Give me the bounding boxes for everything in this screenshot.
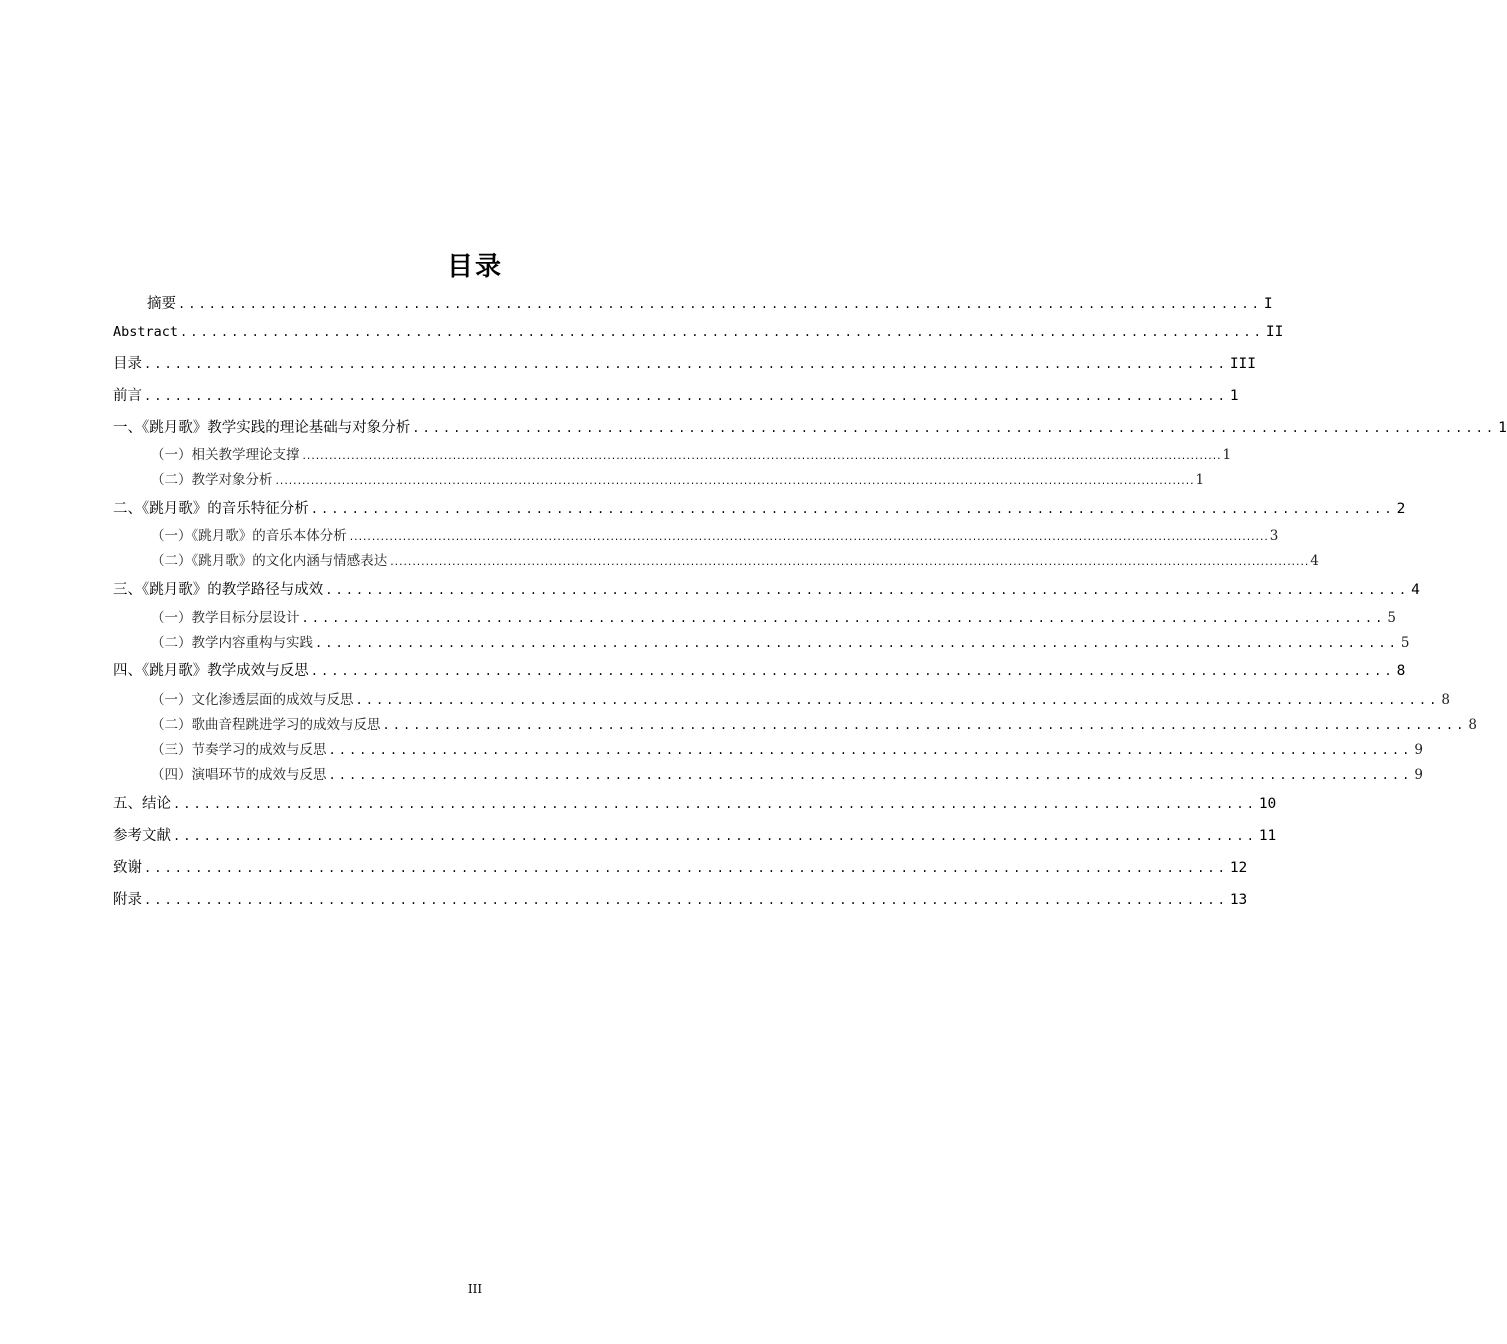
toc-entry-page: 5 [1387,610,1396,626]
toc-entry-chapter-1[interactable] [113,418,1507,438]
toc-entry-label: Abstract [113,324,179,340]
toc-entry-preface[interactable] [113,386,1239,406]
toc-entry-label: （四）演唱环节的成效与反思 [151,767,327,783]
toc-entry-section-4-2[interactable] [113,715,1477,735]
toc-entry-label: 目录 [113,356,142,372]
dot-leader: .......................................................................................................... [355,693,1440,707]
dot-leader: ................................................................................................................................................................................................................ [274,477,1194,487]
footer-page-number: III [467,1282,483,1296]
toc-entry-page: 11 [1258,828,1277,844]
dot-leader: .......................................................................................................... [315,636,1399,650]
dot-leader: ................................................................................................................................................................................................................ [348,533,1268,543]
toc-entry-section-4-1[interactable] [113,690,1450,710]
dot-leader: .......................................................................................................... [173,829,1257,843]
toc-entry-chapter-3[interactable] [113,580,1420,600]
toc-entry-page: III [1229,356,1257,372]
toc-entry-page: 1 [1229,388,1239,404]
toc-entry-page: 5 [1400,635,1410,651]
toc-entry-page: 3 [1269,528,1279,544]
dot-leader: .......................................................................................................... [412,421,1497,435]
toc-entry-label: 致谢 [113,860,142,876]
toc-entry-label: （一）《跳月歌》的音乐本体分析 [151,528,347,544]
toc-entry-label: （二）《跳月歌》的文化内涵与情感表达 [151,553,388,569]
toc-entry-label: 三、《跳月歌》的教学路径与成效 [113,582,324,598]
dot-leader: .......................................................................................................... [144,893,1228,907]
toc-entry-page: 13 [1229,892,1248,908]
toc-entry-label: （一）教学目标分层设计 [151,610,300,626]
dot-leader: .......................................................................................................... [144,861,1228,875]
page-title: 目录 [446,252,503,282]
toc-entry-chapter-4[interactable] [113,661,1406,681]
toc-entry-section-1-2[interactable] [113,470,1205,492]
toc-entry-page: 9 [1414,742,1423,758]
dot-leader: .......................................................................................................... [382,718,1467,732]
toc-entry-page: I [1263,296,1273,312]
toc-entry-label: 参考文献 [113,828,171,844]
toc-entry-section-2-1[interactable] [113,526,1279,548]
toc-entry-page: 10 [1258,796,1277,812]
toc-entry-page: 2 [1396,501,1406,517]
dot-leader: .......................................................................................................... [310,502,1395,516]
dot-leader: .......................................................................................................... [301,611,1386,625]
toc-entry-label: 一、《跳月歌》教学实践的理论基础与对象分析 [113,420,411,436]
toc-entry-abstract-en[interactable] [113,322,1284,342]
dot-leader: .......................................................................................................... [328,768,1413,782]
toc-entry-chapter-2[interactable] [113,499,1406,519]
toc-entry-section-3-2[interactable] [113,633,1410,653]
toc-entry-page: 8 [1441,692,1450,708]
toc-entry-page: 4 [1411,582,1420,598]
toc-entry-section-2-2[interactable] [113,551,1319,573]
dot-leader: .......................................................................................................... [180,325,1264,339]
toc-entry-page: 12 [1229,860,1248,876]
dot-leader: .......................................................................................................... [144,389,1228,403]
toc-entry-page: 4 [1310,553,1319,569]
toc-entry-page: II [1265,324,1284,340]
toc-entry-page: 9 [1414,767,1423,783]
toc-entry-label: 四、《跳月歌》教学成效与反思 [113,663,309,679]
toc-entry-label: （一）相关教学理论支撑 [151,447,300,463]
toc-entry-label: 前言 [113,388,142,404]
toc-entry-appendix[interactable] [113,890,1248,910]
toc-entry-section-3-1[interactable] [113,608,1396,628]
toc-entry-section-4-3[interactable] [113,740,1423,760]
toc-entry-contents[interactable] [113,354,1257,374]
toc-entry-references[interactable] [113,826,1277,846]
dot-leader: ................................................................................................................................................................................................................ [389,558,1309,568]
toc-entry-label: 摘要 [147,296,176,312]
toc-entry-label: 附录 [113,892,142,908]
toc-entry-page: 8 [1396,663,1406,679]
toc-entry-label: （二）教学内容重构与实践 [151,635,313,651]
toc-entry-label: （一）文化渗透层面的成效与反思 [151,692,354,708]
toc-entry-page: 1 [1195,472,1205,488]
toc-entry-label: 五、结论 [113,796,171,812]
toc-entry-label: （二）教学对象分析 [151,472,273,488]
dot-leader: .......................................................................................................... [325,583,1410,597]
toc-entry-page: 8 [1468,717,1477,733]
toc-entry-label: （三）节奏学习的成效与反思 [151,742,327,758]
toc-entry-page: 1 [1222,447,1232,463]
toc-entry-acknowledgements[interactable] [113,858,1248,878]
dot-leader: .......................................................................................................... [144,357,1228,371]
dot-leader: ................................................................................................................................................................................................................ [301,452,1221,462]
toc-entry-section-4-4[interactable] [113,765,1423,785]
toc-entry-label: 二、《跳月歌》的音乐特征分析 [113,501,309,517]
toc-entry-section-1-1[interactable] [113,445,1232,467]
dot-leader: .......................................................................................................... [328,743,1413,757]
dot-leader: .......................................................................................................... [178,297,1262,311]
toc-entry-label: （二）歌曲音程跳进学习的成效与反思 [151,717,381,733]
toc-entry-chapter-5[interactable] [113,794,1277,814]
toc-entry-abstract-cn[interactable] [113,294,1273,314]
toc-entry-page: 1 [1498,420,1507,436]
dot-leader: .......................................................................................................... [173,797,1257,811]
dot-leader: .......................................................................................................... [310,664,1395,678]
